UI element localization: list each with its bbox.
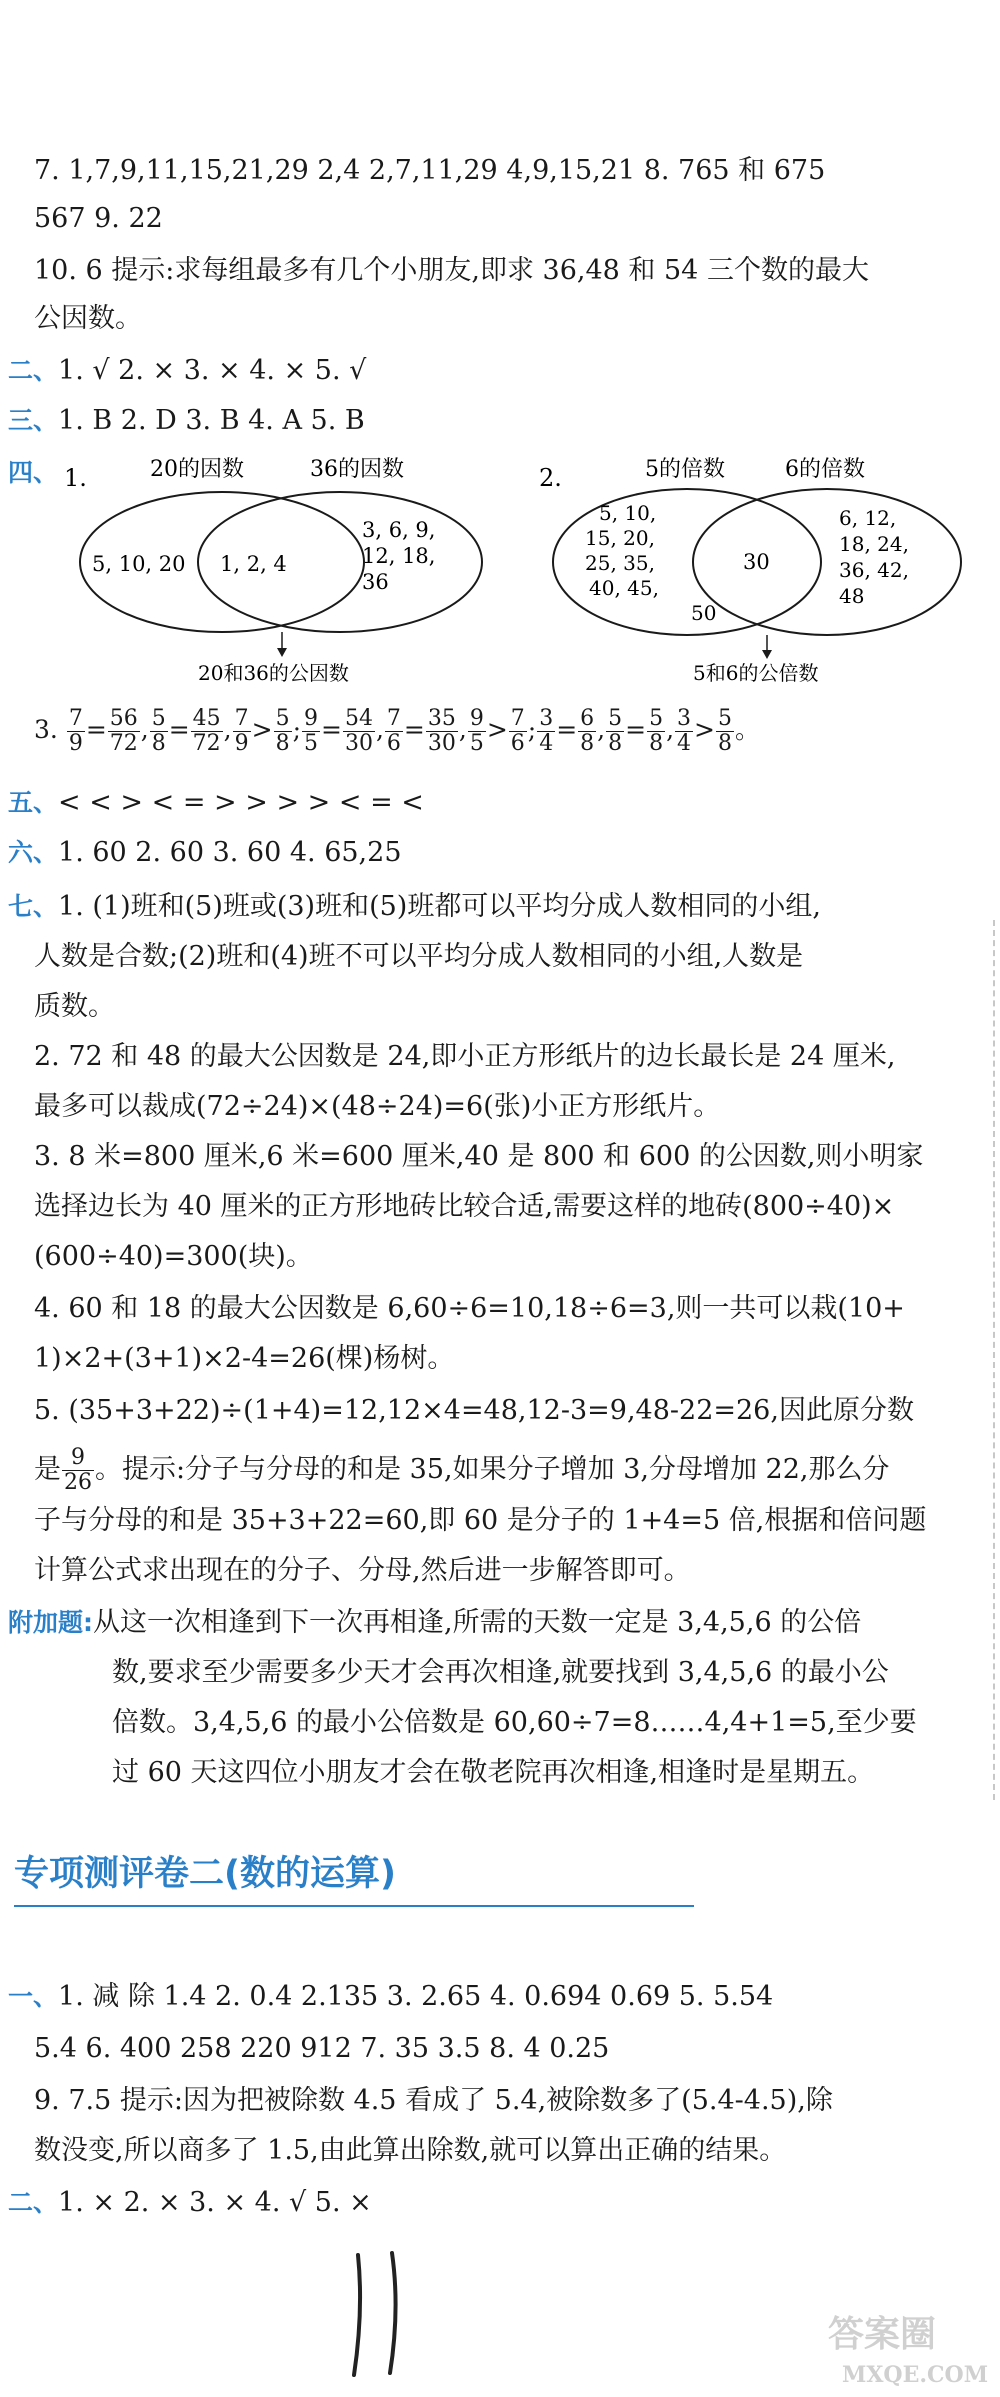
section-4-marker: 四、 bbox=[8, 458, 59, 487]
venn2-left-title: 5的倍数 bbox=[645, 457, 725, 482]
fraction-5-8-c: $\frac{5}{8}$ bbox=[608, 706, 623, 756]
section-7-line11: 5. (35+3+22)÷(1+4)=12,12×4=48,12-3=9,48-22=26,因此原分数 bbox=[34, 1395, 914, 1426]
answer-line-10: 10. 6 提示:求每组最多有几个小朋友,即求 36,48 和 54 三个数的最大 bbox=[34, 255, 869, 286]
section-5-answers bbox=[8, 786, 424, 820]
handwritten-page-number bbox=[340, 2235, 430, 2385]
fraction-9-5: $\frac{9}{5}$ bbox=[304, 706, 319, 756]
fraction-5-8-e: $\frac{5}{8}$ bbox=[717, 706, 732, 756]
venn2-left-line3: 25, 35, bbox=[585, 551, 655, 575]
fraction-54-30: $\frac{54}{30}$ bbox=[344, 706, 373, 756]
watermark-url: MXQE.COM bbox=[842, 2362, 989, 2388]
section-2-marker: 二、 bbox=[8, 356, 59, 385]
venn1-arrow-head bbox=[277, 648, 287, 657]
extra-question-line3: 倍数。3,4,5,6 的最小公倍数是 60,60÷7=8……4,4+1=5,至少要 bbox=[112, 1707, 917, 1738]
watermark-logo bbox=[820, 2300, 990, 2390]
part2-section-2-marker: 二、 bbox=[8, 2188, 59, 2217]
section-6-answers bbox=[8, 836, 402, 870]
fraction-3-4-b: $\frac{3}{4}$ bbox=[677, 706, 692, 756]
venn1-number: 1. bbox=[64, 464, 87, 492]
section-2-answers bbox=[8, 354, 366, 388]
part2-section-2-answers: 二、1. × 2. × 3. × 4. √ 5. × bbox=[8, 2187, 372, 2218]
section-6-text: 1. 60 2. 60 3. 60 4. 65,25 bbox=[58, 837, 402, 868]
extra-question-line1: 附加题:从这一次相逢到下一次再相逢,所需的天数一定是 3,4,5,6 的公倍 bbox=[8, 1607, 862, 1638]
section-7-line8: (600÷40)=300(块)。 bbox=[34, 1241, 313, 1272]
venn1-right-title: 36的因数 bbox=[310, 457, 404, 482]
section-3-text: 1. B 2. D 3. B 4. A 5. B bbox=[58, 405, 365, 436]
venn2-left-line1: 5, 10, bbox=[599, 501, 657, 525]
part2-section-1-line2: 5.4 6. 400 258 220 912 7. 35 3.5 8. 4 0.25 bbox=[34, 2033, 610, 2064]
fraction-7-9: $\frac{7}{9}$ bbox=[68, 706, 83, 756]
venn2-right-line4: 48 bbox=[839, 584, 865, 608]
section-7-line7: 选择边长为 40 厘米的正方形地砖比较合适,需要这样的地砖(800÷40)× bbox=[34, 1191, 895, 1222]
venn1-common: 1, 2, 4 bbox=[220, 552, 287, 576]
section-7-line3: 质数。 bbox=[34, 991, 115, 1022]
section-7-line12: 是 $\frac{9}{26}$ 。提示:分子与分母的和是 35,如果分子增加 3,分母增加 22,那么分 bbox=[34, 1445, 890, 1495]
section-7-line6: 3. 8 米=800 厘米,6 米=600 厘米,40 是 800 和 600 的公因数,则小明家 bbox=[34, 1141, 924, 1172]
venn1-right-line3: 36 bbox=[362, 570, 389, 594]
section-heading: 专项测评卷二(数的运算) bbox=[14, 1854, 396, 1894]
venn1-caption: 20和36的公因数 bbox=[198, 661, 349, 685]
venn1-left-only: 5, 10, 20 bbox=[92, 552, 186, 576]
venn2-left-line2: 15, 20, bbox=[585, 526, 655, 550]
section-5-marker: 五、 bbox=[8, 788, 59, 817]
venn2-right-line3: 36, 42, bbox=[839, 558, 909, 582]
fraction-3-4: $\frac{3}{4}$ bbox=[539, 706, 554, 756]
fraction-9-26: $\frac{9}{26}$ bbox=[64, 1445, 92, 1495]
venn2-left-line4: 40, 45, bbox=[589, 576, 659, 600]
venn1-left-title: 20的因数 bbox=[150, 457, 244, 482]
watermark-text: 答案圈 bbox=[828, 2313, 937, 2355]
venn2-right-line2: 18, 24, bbox=[839, 532, 909, 556]
section-7-line14: 计算公式求出现在的分子、分母,然后进一步解答即可。 bbox=[34, 1555, 691, 1586]
venn2-right-line1: 6, 12, bbox=[839, 506, 897, 530]
extra-question-line2: 数,要求至少需要多少天才会再次相逢,就要找到 3,4,5,6 的最小公 bbox=[112, 1657, 889, 1688]
venn2-caption: 5和6的公倍数 bbox=[693, 661, 819, 685]
section-7-line9: 4. 60 和 18 的最大公因数是 6,60÷6=10,18÷6=3,则一共可以栽(10+ bbox=[34, 1293, 905, 1324]
section-7-line4: 2. 72 和 48 的最大公因数是 24,即小正方形纸片的边长最长是 24 厘米, bbox=[34, 1041, 896, 1072]
fraction-7-6: $\frac{7}{6}$ bbox=[386, 706, 401, 756]
section-7-line2: 人数是合数;(2)班和(4)班不可以平均分成人数相同的小组,人数是 bbox=[34, 941, 804, 972]
part2-section-1-line3: 9. 7.5 提示:因为把被除数 4.5 看成了 5.4,被除数多了(5.4-4.5),除 bbox=[34, 2085, 833, 2116]
fraction-7-9-b: $\frac{7}{9}$ bbox=[234, 706, 249, 756]
margin-dashed-line bbox=[993, 920, 995, 1800]
venn2-number: 2. bbox=[539, 464, 562, 492]
section-3-marker: 三、 bbox=[8, 406, 59, 435]
fraction-5-8: $\frac{5}{8}$ bbox=[151, 706, 166, 756]
fraction-6-8: $\frac{6}{8}$ bbox=[580, 706, 595, 756]
part2-section-1-marker: 一、 bbox=[8, 1982, 59, 2011]
section-7-line5: 最多可以裁成(72÷24)×(48÷24)=6(张)小正方形纸片。 bbox=[34, 1091, 721, 1122]
fraction-5-8-d: $\frac{5}{8}$ bbox=[649, 706, 664, 756]
heading-underline bbox=[14, 1905, 694, 1907]
section-7-line10: 1)×2+(3+1)×2-4=26(棵)杨树。 bbox=[34, 1343, 455, 1374]
venn-diagram-factors bbox=[50, 450, 520, 690]
venn2-arrow-head bbox=[762, 650, 772, 659]
answer-line-8-9: 567 9. 22 bbox=[34, 203, 163, 234]
venn1-right-line1: 3, 6, 9, bbox=[362, 518, 436, 542]
fraction-56-72: $\frac{56}{72}$ bbox=[109, 706, 138, 756]
fraction-9-5-b: $\frac{9}{5}$ bbox=[469, 706, 484, 756]
venn-diagram-multiples bbox=[535, 450, 995, 690]
section-7-line1: 七、1. (1)班和(5)班或(3)班和(5)班都可以平均分成人数相同的小组, bbox=[8, 891, 821, 922]
section-2-text: 1. √ 2. × 3. × 4. × 5. √ bbox=[58, 355, 367, 386]
section-3-answers bbox=[8, 404, 365, 438]
extra-question-marker: 附加题: bbox=[8, 1608, 93, 1637]
section-7-marker: 七、 bbox=[8, 892, 59, 921]
venn2-right-title: 6的倍数 bbox=[785, 457, 865, 482]
answer-line-10-cont: 公因数。 bbox=[34, 303, 142, 334]
section-6-marker: 六、 bbox=[8, 838, 59, 867]
fraction-35-30: $\frac{35}{30}$ bbox=[427, 706, 456, 756]
section-5-text: < < > < = > > > > < = < bbox=[58, 787, 424, 818]
section-7-line13: 子与分母的和是 35+3+22=60,即 60 是分子的 1+4=5 倍,根据和倍问题 bbox=[34, 1505, 927, 1536]
venn2-right-circle bbox=[693, 489, 961, 635]
part2-section-1-line4: 数没变,所以商多了 1.5,由此算出除数,就可以算出正确的结果。 bbox=[34, 2135, 787, 2166]
fraction-45-72: $\frac{45}{72}$ bbox=[192, 706, 221, 756]
venn2-left-line5: 50 bbox=[691, 601, 717, 625]
venn2-common: 30 bbox=[743, 550, 770, 574]
fraction-7-6-b: $\frac{7}{6}$ bbox=[510, 706, 525, 756]
extra-question-line4: 过 60 天这四位小朋友才会在敬老院再次相逢,相逢时是星期五。 bbox=[112, 1757, 875, 1788]
fraction-comparison-line: 3. $\frac{7}{9}$ = $\frac{56}{72}$ , $\frac{5}{8}$ = $\frac{45}{72}$ , $\frac{7}{9}$ > $\frac{5}{8}$ ; $\frac{9}{5}$ = $\frac{54}{30}$ , $\frac{7}{6}$ = $\frac{35}{30}$ , $\frac{9}{5}$ > $\frac{7}{6}$ ; $\frac{3}{4}$ = $\frac{6}{8}$ , $\frac{5}{8}$ = $\frac{5}{8}$ , $\frac{3}{4}$ > $\frac{5}{8}$ 。 bbox=[34, 706, 760, 756]
fraction-line-number: 3. bbox=[34, 715, 58, 744]
fraction-5-8-b: $\frac{5}{8}$ bbox=[275, 706, 290, 756]
part2-section-1-line1: 一、1. 减 除 1.4 2. 0.4 2.135 3. 2.65 4. 0.694 0.69 5. 5.54 bbox=[8, 1981, 774, 2012]
venn1-right-line2: 12, 18, bbox=[362, 544, 436, 568]
answer-line-7-8: 7. 1,7,9,11,15,21,29 2,4 2,7,11,29 4,9,15,21 8. 765 和 675 bbox=[34, 155, 826, 186]
